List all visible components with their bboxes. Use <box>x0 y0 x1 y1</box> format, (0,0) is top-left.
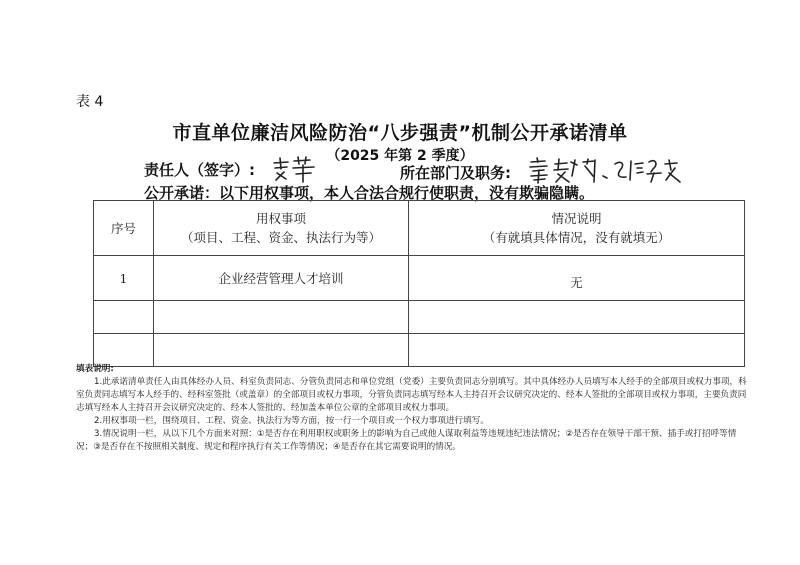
table-number-label: 表 4 <box>76 94 104 110</box>
header-description-title: 情况说明 <box>551 211 602 226</box>
commitment-table <box>93 200 745 367</box>
row-description-cell: 无 <box>409 256 745 301</box>
row-description-cell <box>409 334 745 367</box>
row-item-cell: 企业经营管理人才培训 <box>154 256 409 301</box>
row-description-cell <box>409 301 745 334</box>
department-label: 所在部门及职务: <box>400 164 511 182</box>
document-title: 市直单位廉洁风险防治“八步强责”机制公开承诺清单 <box>172 122 628 144</box>
public-promise: 公开承诺：以下用权事项，本人合法合规行使职责，没有欺骗隐瞒。 <box>144 184 595 202</box>
header-power-item-title: 用权事项 <box>255 211 306 226</box>
row-item-cell <box>154 334 409 367</box>
header-description <box>409 201 745 256</box>
responsible-label: 责任人（签字）: <box>144 161 255 179</box>
table-row <box>94 256 745 301</box>
table-row <box>94 301 745 334</box>
header-description-subtitle: （有就填具体情况，没有就填无） <box>482 230 671 245</box>
row-no-cell: 1 <box>94 256 154 301</box>
row-item-cell <box>154 301 409 334</box>
instruction-2: 2.用权事项一栏，围绕项目、工程、资金、执法行为等方面，按一行一个项目或一个权力事项进行填写。 <box>94 416 489 426</box>
filling-instructions <box>76 363 748 454</box>
table-header-row <box>94 201 745 256</box>
header-power-item-subtitle: （项目、工程、资金、执法行为等） <box>180 230 381 245</box>
document-subtitle: （2025 年第 2 季度） <box>326 148 474 164</box>
table-row <box>94 334 745 367</box>
instruction-3: 3.情况说明一栏，从以下几个方面来对照：①是否存在利用职权或职务上的影响为自己或他人谋取利益等违规违纪违法情况；②是否存在领导干部干预、插手或打招呼等情况；③是否存在不按照相关制度、规定和程序执行有关工作等情况；④是否存在其它需要说明的情况。 <box>76 429 737 452</box>
row-no-cell <box>94 301 154 334</box>
instruction-1: 1.此承诺清单责任人由具体经办人员、科室负责同志、分管负责同志和单位党组（党委）主要负责同志分别填写。其中具体经办人员填写本人经手的全部项目或权力事项，科室负责同志填写本人经手的、经科室签批（或盖章）的全部项目或权力事项，分管负责同志填写经本人主持召开会议研究决定的、经本人签批的全部项目或权力事项，主要负责同志填写经本人主持召开会议研究决定的、经本人签批的、经加盖本单位公章的全部项目或权力事项。 <box>76 377 747 413</box>
header-no: 序号 <box>94 201 154 256</box>
row-no-cell <box>94 334 154 367</box>
header-power-item <box>154 201 409 256</box>
instructions-heading: 填表说明: <box>76 364 114 374</box>
